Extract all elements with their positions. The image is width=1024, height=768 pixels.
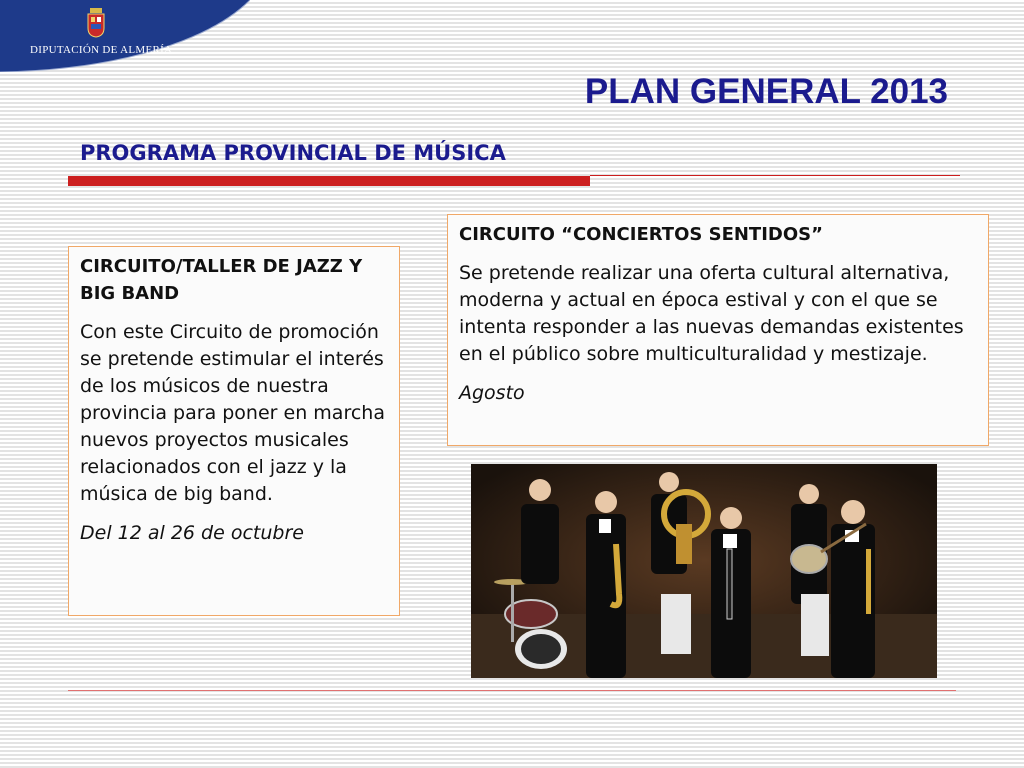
section-subtitle: PROGRAMA PROVINCIAL DE MÚSICA (80, 141, 506, 165)
header-logo-band (0, 0, 250, 72)
conciertos-sentidos-box (447, 214, 989, 446)
conciertos-date: Agosto (459, 382, 525, 404)
jazz-circuit-box (68, 246, 400, 616)
jazz-circuit-description: Con este Circuito de promoción se pretende estimular el interés de los músicos de nuestra provincia para poner en marcha nuevos proyectos musicales relacionados con el jazz y la música de big band. (80, 321, 385, 505)
footer-divider (68, 690, 956, 691)
red-divider (68, 176, 590, 186)
logo-band-shape (0, 0, 250, 72)
coat-of-arms-icon (86, 8, 106, 38)
org-name: DIPUTACIÓN DE ALMERÍA (30, 44, 173, 56)
conciertos-title: CIRCUITO “CONCIERTOS SENTIDOS” (459, 224, 823, 245)
page-title: PLAN GENERAL 2013 (584, 72, 948, 111)
band-photo-icon (471, 464, 937, 678)
jazz-circuit-title: CIRCUITO/TALLER DE JAZZ Y BIG BAND (80, 256, 363, 304)
red-thin-divider (590, 175, 960, 176)
jazz-circuit-date: Del 12 al 26 de octubre (80, 522, 304, 544)
band-photo (471, 464, 937, 678)
conciertos-description: Se pretende realizar una oferta cultural alternativa, moderna y actual en época estival y con el que se intenta responder a las nuevas demandas existentes en el público sobre multiculturalidad y mestizaje. (459, 262, 964, 365)
